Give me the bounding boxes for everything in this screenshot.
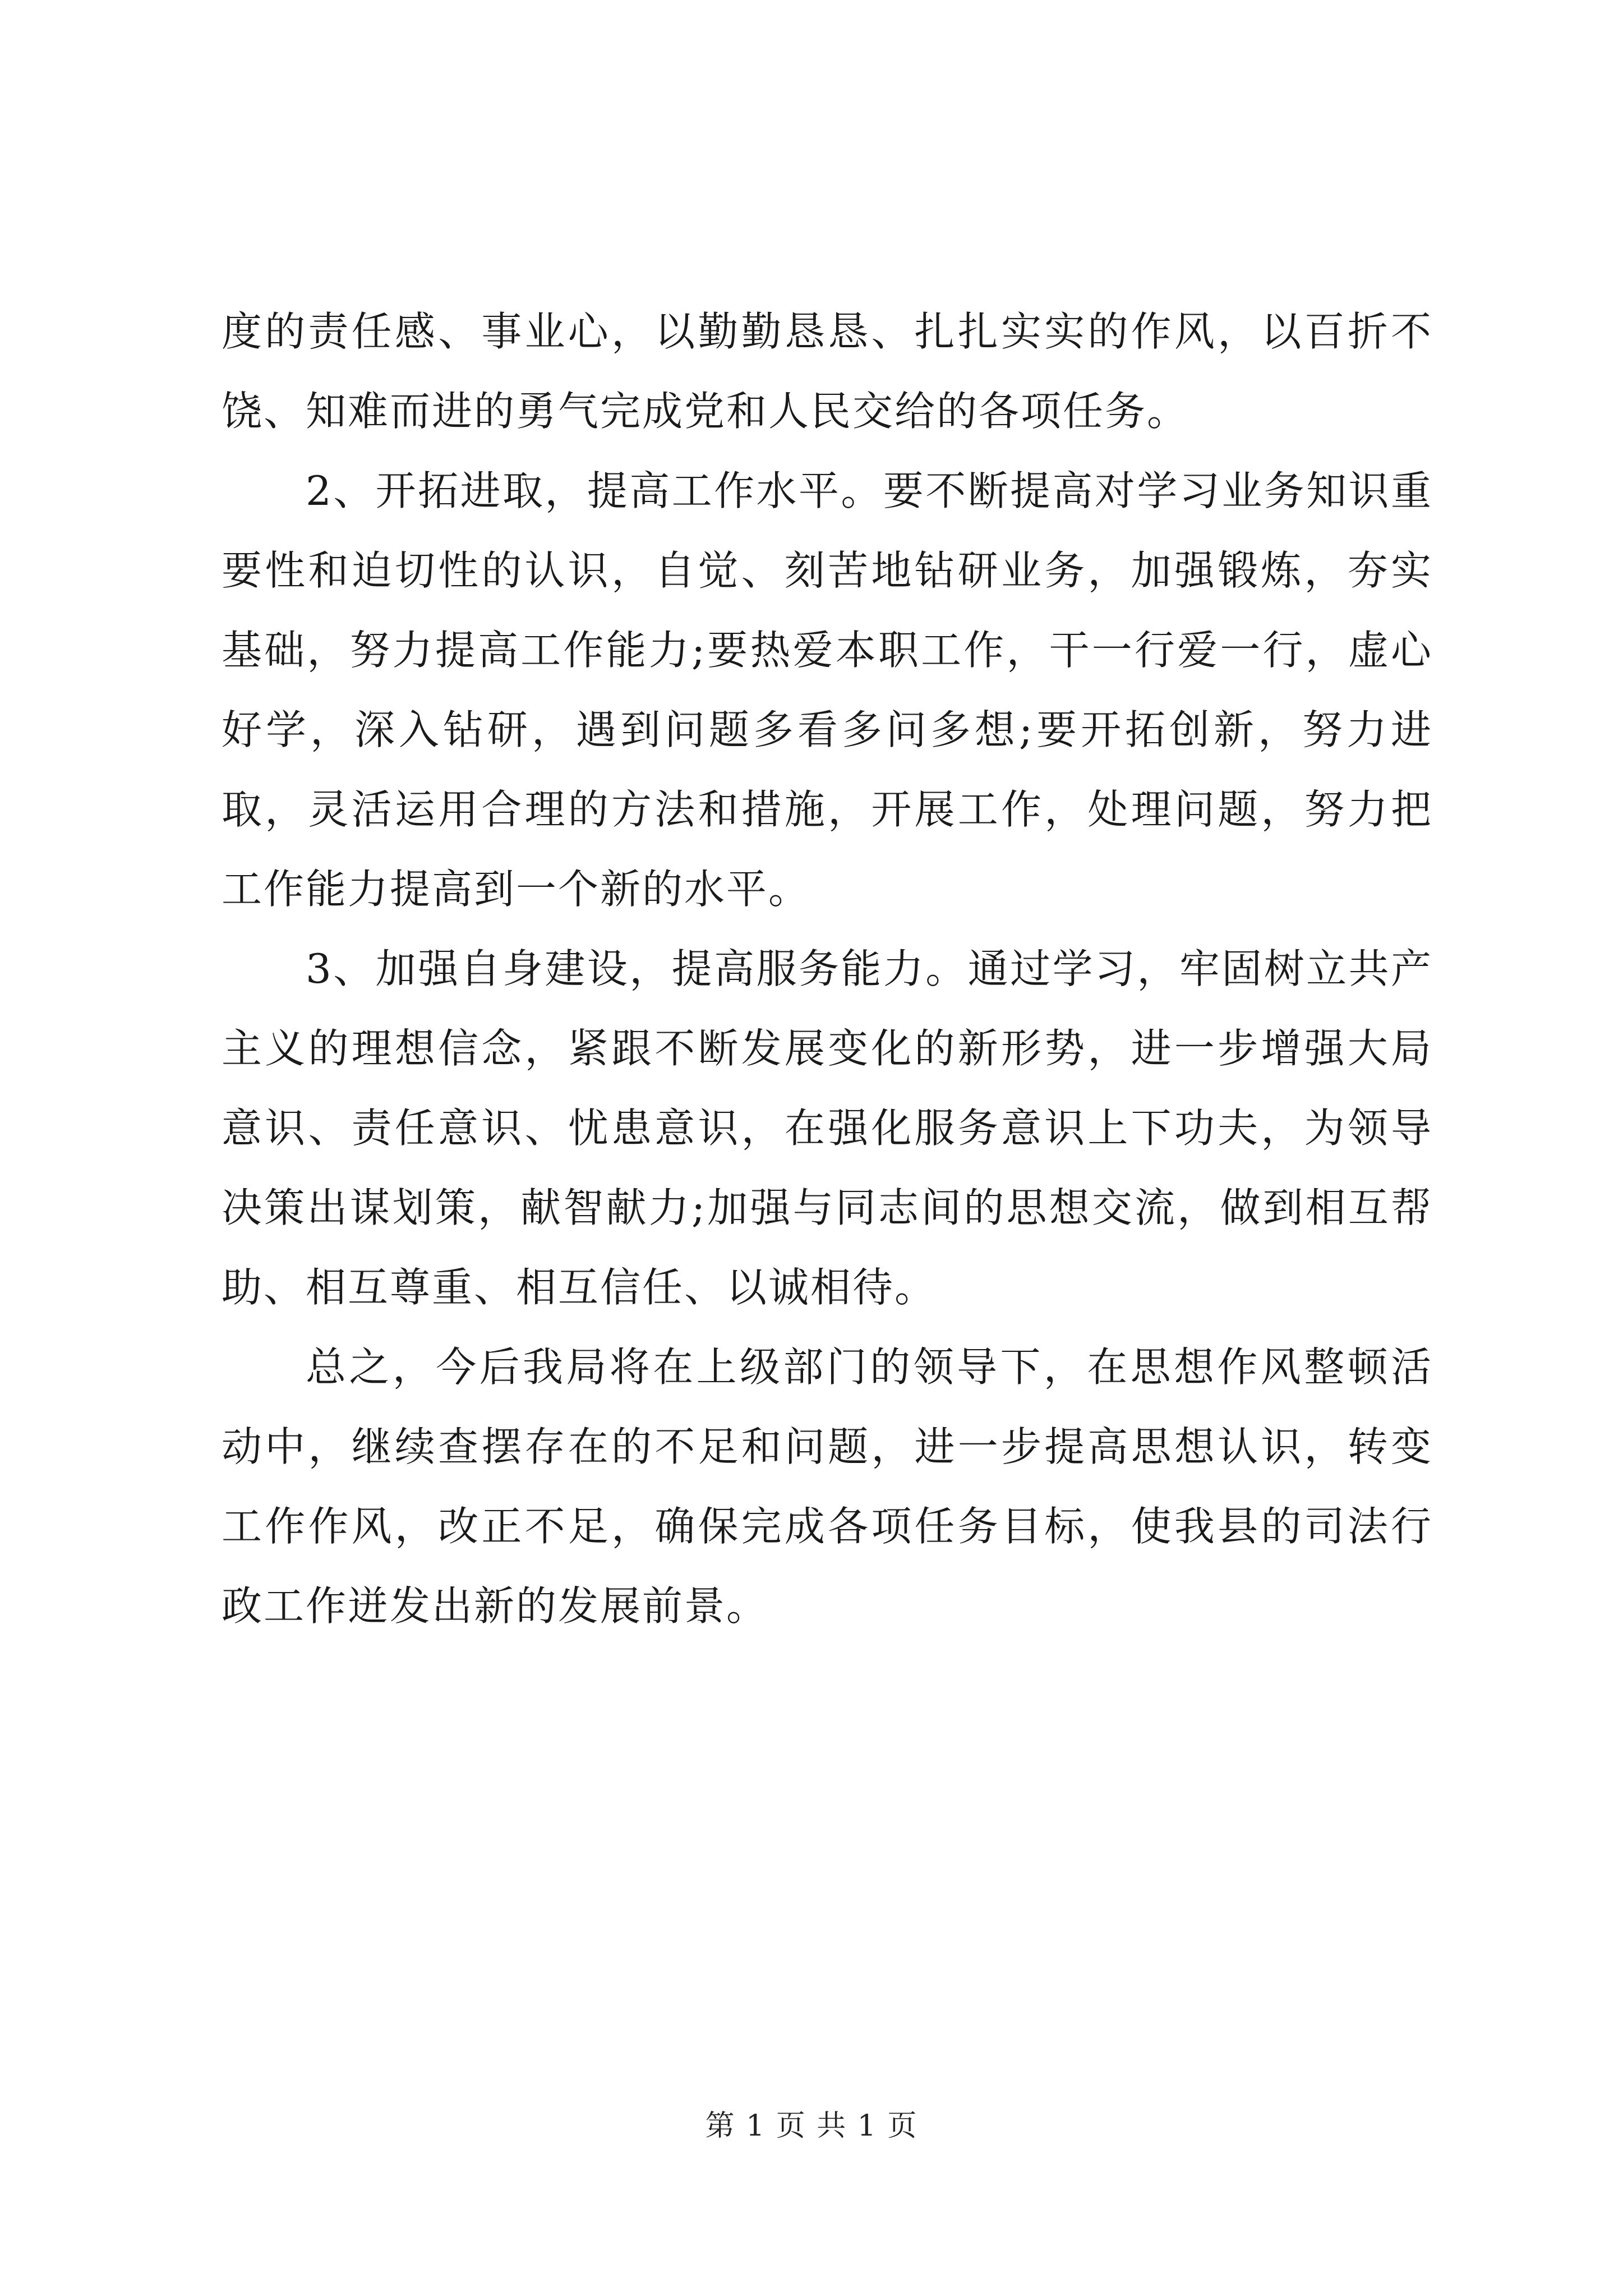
paragraph-summary: 总之，今后我局将在上级部门的领导下，在思想作风整顿活动中，继续查摆存在的不足和问题，进一步提高思想认识，转变工作作风，改正不足，确保完成各项任务目标，使我县的司法行政工作迸发出新的发展前景。 — [222, 1343, 1433, 1630]
paragraph-continuation: 度的责任感、事业心，以勤勤恳恳、扎扎实实的作风，以百折不饶、知难而进的勇气完成党和人民交给的各项任务。 — [222, 308, 1433, 435]
page-number-footer: 第 1 页 共 1 页 — [705, 2109, 918, 2143]
paragraph-item-2: 2、开拓进取，提高工作水平。要不断提高对学习业务知识重要性和迫切性的认识，自觉、刻苦地钻研业务，加强锻炼，夯实基础，努力提高工作能力;要热爱本职工作，干一行爱一行，虚心好学，深入钻研，遇到问题多看多问多想;要开拓创新，努力进取，灵活运用合理的方法和措施，开展工作，处理问题，努力把工作能力提高到一个新的水平。 — [222, 467, 1433, 913]
paragraph-item-3: 3、加强自身建设，提高服务能力。通过学习，牢固树立共产主义的理想信念，紧跟不断发展变化的新形势，进一步增强大局意识、责任意识、忧患意识，在强化服务意识上下功夫，为领导决策出谋划策，献智献力;加强与同志间的思想交流，做到相互帮助、相互尊重、相互信任、以诚相待。 — [222, 945, 1433, 1311]
document-body — [222, 292, 1433, 1646]
